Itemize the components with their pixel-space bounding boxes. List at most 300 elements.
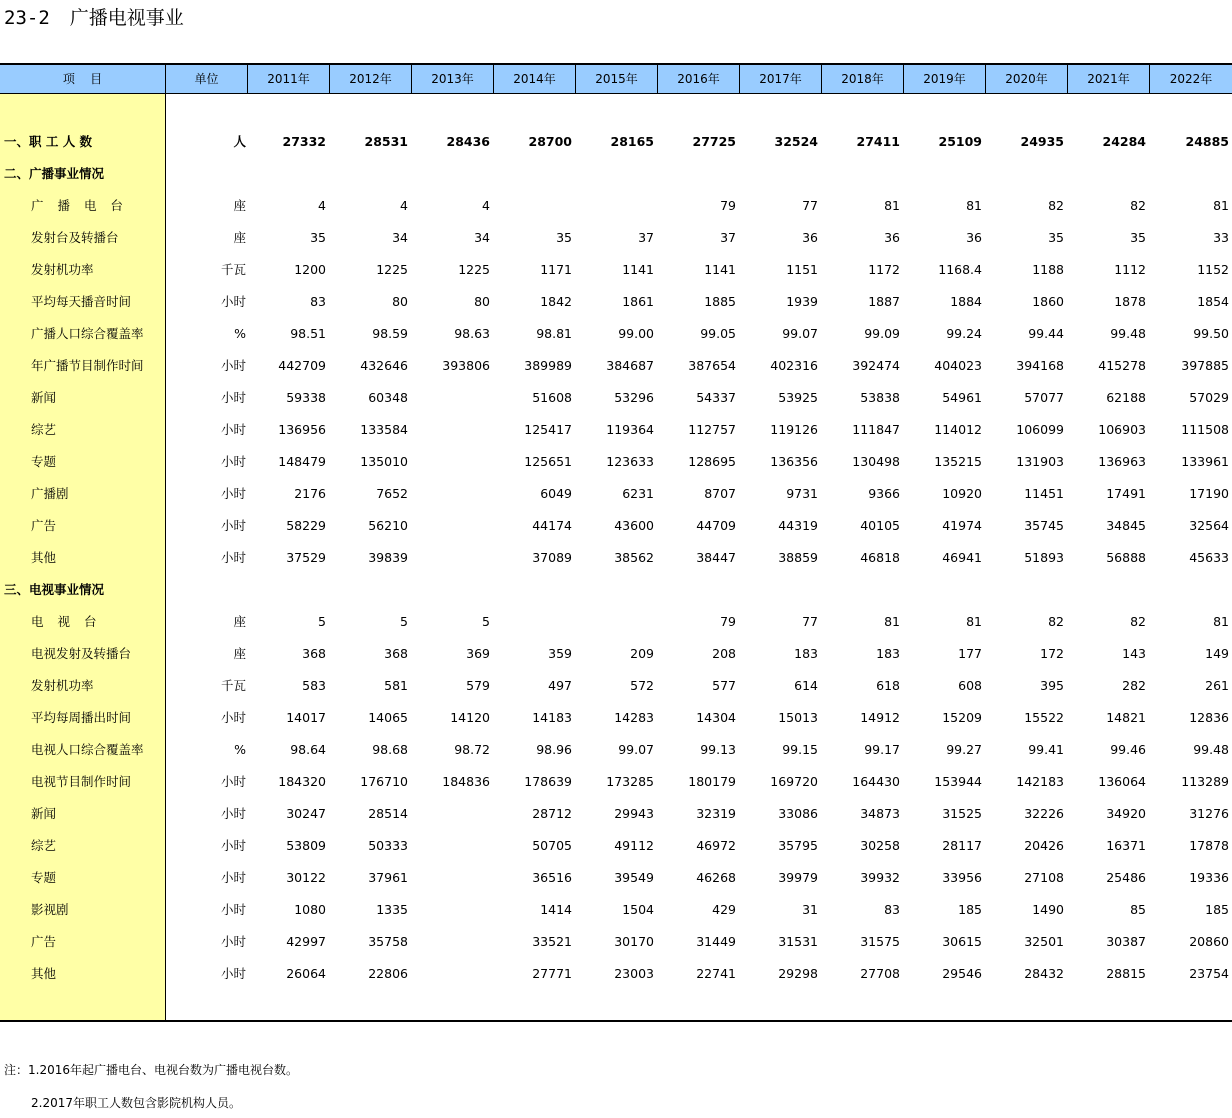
value-cell: 44319 xyxy=(778,518,818,533)
header-year-2014: 2014年 xyxy=(493,65,575,94)
value-cell: 99.13 xyxy=(700,742,736,757)
value-cell: 31 xyxy=(802,902,818,917)
value-cell: 99.50 xyxy=(1193,326,1229,341)
row-unit: 小时 xyxy=(220,934,246,949)
value-cell: 415278 xyxy=(1098,358,1146,373)
value-cell: 80 xyxy=(392,294,408,309)
value-cell: 35758 xyxy=(368,934,408,949)
value-cell: 1172 xyxy=(868,262,900,277)
row-unit: 千瓦 xyxy=(220,262,246,277)
value-cell: 1200 xyxy=(294,262,326,277)
value-cell: 119126 xyxy=(770,422,818,437)
row-label: 专题 xyxy=(31,454,57,469)
value-cell: 4 xyxy=(318,198,326,213)
value-cell: 98.96 xyxy=(536,742,572,757)
header-year-2021: 2021年 xyxy=(1067,65,1149,94)
value-cell: 81 xyxy=(1213,198,1229,213)
value-cell: 5 xyxy=(318,614,326,629)
row-unit: 小时 xyxy=(220,870,246,885)
value-cell: 404023 xyxy=(934,358,982,373)
row-unit: 小时 xyxy=(220,390,246,405)
value-cell: 10920 xyxy=(942,486,982,501)
value-cell: 29298 xyxy=(778,966,818,981)
value-cell: 261 xyxy=(1205,678,1229,693)
value-cell: 148479 xyxy=(278,454,326,469)
value-cell: 27332 xyxy=(282,134,326,149)
value-cell xyxy=(657,158,736,190)
value-cell: 125651 xyxy=(524,454,572,469)
value-cell: 180179 xyxy=(688,774,736,789)
value-cell xyxy=(411,926,490,958)
value-cell xyxy=(903,158,982,190)
value-cell: 442709 xyxy=(278,358,326,373)
value-cell: 28165 xyxy=(610,134,654,149)
row-unit xyxy=(166,158,246,190)
value-cell: 24885 xyxy=(1185,134,1229,149)
value-cell: 51893 xyxy=(1024,550,1064,565)
value-cell: 28436 xyxy=(446,134,490,149)
value-cell: 35 xyxy=(1048,230,1064,245)
value-cell: 82 xyxy=(1048,198,1064,213)
value-cell: 42997 xyxy=(286,934,326,949)
value-cell: 31575 xyxy=(860,934,900,949)
row-label: 新闻 xyxy=(31,806,57,821)
value-cell: 99.48 xyxy=(1110,326,1146,341)
row-unit: 小时 xyxy=(220,486,246,501)
value-cell: 14065 xyxy=(368,710,408,725)
value-cell xyxy=(329,158,408,190)
value-cell: 394168 xyxy=(1016,358,1064,373)
value-cell: 99.17 xyxy=(864,742,900,757)
value-cell: 26064 xyxy=(286,966,326,981)
row-label: 影视剧 xyxy=(31,902,69,917)
value-cell: 39932 xyxy=(860,870,900,885)
value-cell: 368 xyxy=(384,646,408,661)
table-row xyxy=(0,926,1232,958)
value-cell: 27108 xyxy=(1024,870,1064,885)
value-cell: 112757 xyxy=(688,422,736,437)
row-unit: 小时 xyxy=(220,966,246,981)
value-cell xyxy=(657,574,736,606)
value-cell: 184320 xyxy=(278,774,326,789)
value-cell: 54961 xyxy=(942,390,982,405)
table-number: 23-2 xyxy=(4,7,50,29)
value-cell xyxy=(411,894,490,926)
value-cell: 15209 xyxy=(942,710,982,725)
value-cell: 1887 xyxy=(868,294,900,309)
value-cell: 28700 xyxy=(528,134,572,149)
row-unit: 座 xyxy=(233,198,246,213)
value-cell: 99.05 xyxy=(700,326,736,341)
value-cell: 35 xyxy=(556,230,572,245)
value-cell: 81 xyxy=(884,198,900,213)
table-row xyxy=(0,574,1232,606)
table-row xyxy=(0,958,1232,990)
row-unit: 小时 xyxy=(220,806,246,821)
value-cell: 28117 xyxy=(942,838,982,853)
table-row xyxy=(0,862,1232,894)
value-cell: 14821 xyxy=(1106,710,1146,725)
table-bottom-rule xyxy=(0,1020,1232,1022)
value-cell: 583 xyxy=(302,678,326,693)
value-cell: 28712 xyxy=(532,806,572,821)
value-cell: 282 xyxy=(1122,678,1146,693)
value-cell: 29943 xyxy=(614,806,654,821)
table-row xyxy=(0,478,1232,510)
value-cell: 98.68 xyxy=(372,742,408,757)
value-cell: 32319 xyxy=(696,806,736,821)
row-label: 专题 xyxy=(31,870,57,885)
value-cell: 27708 xyxy=(860,966,900,981)
value-cell: 24284 xyxy=(1102,134,1146,149)
value-cell: 183 xyxy=(794,646,818,661)
value-cell: 176710 xyxy=(360,774,408,789)
value-cell: 577 xyxy=(712,678,736,693)
value-cell: 33086 xyxy=(778,806,818,821)
value-cell: 30122 xyxy=(286,870,326,885)
row-unit: 小时 xyxy=(220,902,246,917)
value-cell: 81 xyxy=(884,614,900,629)
row-unit: 小时 xyxy=(220,710,246,725)
table-row xyxy=(0,190,1232,222)
value-cell: 618 xyxy=(876,678,900,693)
value-cell: 46941 xyxy=(942,550,982,565)
value-cell: 34873 xyxy=(860,806,900,821)
row-label: 新闻 xyxy=(31,390,57,405)
value-cell: 368 xyxy=(302,646,326,661)
value-cell: 32524 xyxy=(774,134,818,149)
value-cell xyxy=(247,158,326,190)
value-cell: 81 xyxy=(1213,614,1229,629)
value-cell: 34845 xyxy=(1106,518,1146,533)
value-cell: 99.24 xyxy=(946,326,982,341)
row-label: 电视节目制作时间 xyxy=(31,774,132,789)
row-label: 广告 xyxy=(31,934,57,949)
value-cell: 22806 xyxy=(368,966,408,981)
value-cell: 185 xyxy=(958,902,982,917)
value-cell: 114012 xyxy=(934,422,982,437)
value-cell: 56888 xyxy=(1106,550,1146,565)
value-cell: 31449 xyxy=(696,934,736,949)
value-cell: 99.07 xyxy=(782,326,818,341)
value-cell: 384687 xyxy=(606,358,654,373)
value-cell xyxy=(821,574,900,606)
value-cell: 136956 xyxy=(278,422,326,437)
value-cell: 119364 xyxy=(606,422,654,437)
value-cell xyxy=(411,798,490,830)
value-cell: 83 xyxy=(310,294,326,309)
value-cell: 50333 xyxy=(368,838,408,853)
value-cell: 608 xyxy=(958,678,982,693)
value-cell: 131903 xyxy=(1016,454,1064,469)
header-year-2017: 2017年 xyxy=(739,65,821,94)
value-cell: 57077 xyxy=(1024,390,1064,405)
value-cell: 37529 xyxy=(286,550,326,565)
value-cell: 1080 xyxy=(294,902,326,917)
table-row xyxy=(0,318,1232,350)
value-cell: 45633 xyxy=(1189,550,1229,565)
value-cell: 30387 xyxy=(1106,934,1146,949)
table-row xyxy=(0,894,1232,926)
row-label: 年广播节目制作时间 xyxy=(31,358,144,373)
value-cell: 11451 xyxy=(1024,486,1064,501)
table-row xyxy=(0,446,1232,478)
value-cell: 17491 xyxy=(1106,486,1146,501)
value-cell: 125417 xyxy=(524,422,572,437)
value-cell: 46972 xyxy=(696,838,736,853)
value-cell: 99.41 xyxy=(1028,742,1064,757)
value-cell xyxy=(821,158,900,190)
value-cell: 81 xyxy=(966,614,982,629)
value-cell: 164430 xyxy=(852,774,900,789)
value-cell: 389989 xyxy=(524,358,572,373)
value-cell: 39979 xyxy=(778,870,818,885)
row-unit: 座 xyxy=(233,230,246,245)
value-cell: 37089 xyxy=(532,550,572,565)
value-cell: 33 xyxy=(1213,230,1229,245)
header-item: 项 目 xyxy=(62,72,103,86)
value-cell xyxy=(1067,574,1146,606)
value-cell: 184836 xyxy=(442,774,490,789)
value-cell xyxy=(411,862,490,894)
table-row xyxy=(0,734,1232,766)
value-cell: 53296 xyxy=(614,390,654,405)
value-cell: 38447 xyxy=(696,550,736,565)
value-cell: 1939 xyxy=(786,294,818,309)
value-cell: 79 xyxy=(720,198,736,213)
value-cell: 49112 xyxy=(614,838,654,853)
row-label: 发射机功率 xyxy=(31,678,94,693)
value-cell: 153944 xyxy=(934,774,982,789)
value-cell: 178639 xyxy=(524,774,572,789)
table-name: 广播电视事业 xyxy=(69,7,184,29)
value-cell: 113289 xyxy=(1181,774,1229,789)
value-cell: 35795 xyxy=(778,838,818,853)
value-cell: 169720 xyxy=(770,774,818,789)
value-cell: 172 xyxy=(1040,646,1064,661)
value-cell: 16371 xyxy=(1106,838,1146,853)
value-cell: 133961 xyxy=(1181,454,1229,469)
value-cell: 15522 xyxy=(1024,710,1064,725)
value-cell: 579 xyxy=(466,678,490,693)
value-cell xyxy=(575,574,654,606)
row-unit: 小时 xyxy=(220,518,246,533)
value-cell xyxy=(411,958,490,990)
value-cell: 34 xyxy=(392,230,408,245)
value-cell: 130498 xyxy=(852,454,900,469)
value-cell: 369 xyxy=(466,646,490,661)
value-cell: 99.09 xyxy=(864,326,900,341)
value-cell: 432646 xyxy=(360,358,408,373)
value-cell: 36516 xyxy=(532,870,572,885)
value-cell: 54337 xyxy=(696,390,736,405)
value-cell: 142183 xyxy=(1016,774,1064,789)
value-cell: 1141 xyxy=(704,262,736,277)
value-cell: 23754 xyxy=(1189,966,1229,981)
value-cell: 20426 xyxy=(1024,838,1064,853)
value-cell: 1884 xyxy=(950,294,982,309)
value-cell xyxy=(493,158,572,190)
value-cell: 1842 xyxy=(540,294,572,309)
value-cell xyxy=(329,574,408,606)
value-cell xyxy=(739,574,818,606)
row-unit: 小时 xyxy=(220,838,246,853)
value-cell: 106099 xyxy=(1016,422,1064,437)
value-cell: 38562 xyxy=(614,550,654,565)
value-cell: 20860 xyxy=(1189,934,1229,949)
table-row xyxy=(0,702,1232,734)
value-cell: 128695 xyxy=(688,454,736,469)
value-cell: 581 xyxy=(384,678,408,693)
value-cell xyxy=(1149,158,1229,190)
value-cell: 32226 xyxy=(1024,806,1064,821)
value-cell: 149 xyxy=(1205,646,1229,661)
row-label: 电视人口综合覆盖率 xyxy=(31,742,144,757)
value-cell: 5 xyxy=(400,614,408,629)
value-cell: 56210 xyxy=(368,518,408,533)
value-cell: 37 xyxy=(720,230,736,245)
table-row xyxy=(0,254,1232,286)
table-row xyxy=(0,798,1232,830)
value-cell: 14283 xyxy=(614,710,654,725)
value-cell: 25486 xyxy=(1106,870,1146,885)
value-cell: 208 xyxy=(712,646,736,661)
value-cell: 1490 xyxy=(1032,902,1064,917)
value-cell: 185 xyxy=(1205,902,1229,917)
value-cell: 397885 xyxy=(1181,358,1229,373)
value-cell: 22741 xyxy=(696,966,736,981)
value-cell: 497 xyxy=(548,678,572,693)
header-year-2020: 2020年 xyxy=(985,65,1067,94)
value-cell: 77 xyxy=(802,198,818,213)
value-cell: 1885 xyxy=(704,294,736,309)
value-cell: 99.07 xyxy=(618,742,654,757)
value-cell xyxy=(411,158,490,190)
value-cell: 98.64 xyxy=(290,742,326,757)
value-cell xyxy=(411,446,490,478)
value-cell: 29546 xyxy=(942,966,982,981)
value-cell: 143 xyxy=(1122,646,1146,661)
value-cell: 17878 xyxy=(1189,838,1229,853)
value-cell: 35745 xyxy=(1024,518,1064,533)
value-cell: 30170 xyxy=(614,934,654,949)
value-cell: 173285 xyxy=(606,774,654,789)
value-cell xyxy=(739,158,818,190)
value-cell: 27411 xyxy=(856,134,900,149)
row-label: 发射台及转播台 xyxy=(31,230,119,245)
header-year-2018: 2018年 xyxy=(821,65,903,94)
value-cell: 85 xyxy=(1130,902,1146,917)
value-cell: 36 xyxy=(802,230,818,245)
value-cell: 1414 xyxy=(540,902,572,917)
value-cell: 1504 xyxy=(622,902,654,917)
row-label: 平均每天播音时间 xyxy=(31,294,132,309)
value-cell: 41974 xyxy=(942,518,982,533)
value-cell: 25109 xyxy=(938,134,982,149)
row-unit: 小时 xyxy=(220,550,246,565)
value-cell xyxy=(411,830,490,862)
value-cell: 1854 xyxy=(1197,294,1229,309)
value-cell: 82 xyxy=(1130,614,1146,629)
value-cell: 80 xyxy=(474,294,490,309)
value-cell: 6231 xyxy=(622,486,654,501)
value-cell: 62188 xyxy=(1106,390,1146,405)
table-title xyxy=(4,5,184,31)
header-year-2015: 2015年 xyxy=(575,65,657,94)
value-cell: 1151 xyxy=(786,262,818,277)
table-row xyxy=(0,126,1232,158)
value-cell: 31531 xyxy=(778,934,818,949)
value-cell: 39839 xyxy=(368,550,408,565)
value-cell xyxy=(493,190,572,222)
value-cell: 123633 xyxy=(606,454,654,469)
value-cell: 99.27 xyxy=(946,742,982,757)
value-cell: 9366 xyxy=(868,486,900,501)
row-label: 电视发射及转播台 xyxy=(31,646,132,661)
value-cell: 209 xyxy=(630,646,654,661)
value-cell: 35 xyxy=(310,230,326,245)
value-cell: 28514 xyxy=(368,806,408,821)
value-cell: 572 xyxy=(630,678,654,693)
header-year-2016: 2016年 xyxy=(657,65,739,94)
value-cell: 33521 xyxy=(532,934,572,949)
value-cell: 135215 xyxy=(934,454,982,469)
value-cell: 99.00 xyxy=(618,326,654,341)
row-unit xyxy=(166,574,246,606)
value-cell: 12836 xyxy=(1189,710,1229,725)
value-cell: 24935 xyxy=(1020,134,1064,149)
value-cell: 37961 xyxy=(368,870,408,885)
table-row xyxy=(0,542,1232,574)
value-cell: 98.63 xyxy=(454,326,490,341)
row-unit: 小时 xyxy=(220,358,246,373)
row-label: 平均每周播出时间 xyxy=(31,710,132,725)
value-cell: 27771 xyxy=(532,966,572,981)
value-cell: 28815 xyxy=(1106,966,1146,981)
value-cell: 5 xyxy=(482,614,490,629)
value-cell: 36 xyxy=(966,230,982,245)
value-cell: 46818 xyxy=(860,550,900,565)
value-cell: 6049 xyxy=(540,486,572,501)
value-cell: 133584 xyxy=(360,422,408,437)
row-label: 广播剧 xyxy=(31,486,69,501)
value-cell: 15013 xyxy=(778,710,818,725)
header-year-2022: 2022年 xyxy=(1149,65,1232,94)
value-cell: 79 xyxy=(720,614,736,629)
value-cell: 39549 xyxy=(614,870,654,885)
header-year-2011: 2011年 xyxy=(247,65,329,94)
value-cell: 1188 xyxy=(1032,262,1064,277)
value-cell: 1335 xyxy=(376,902,408,917)
value-cell: 82 xyxy=(1048,614,1064,629)
value-cell: 1860 xyxy=(1032,294,1064,309)
value-cell: 59338 xyxy=(286,390,326,405)
value-cell: 98.81 xyxy=(536,326,572,341)
value-cell: 17190 xyxy=(1189,486,1229,501)
row-label: 广告 xyxy=(31,518,57,533)
value-cell: 393806 xyxy=(442,358,490,373)
value-cell: 31525 xyxy=(942,806,982,821)
value-cell: 32501 xyxy=(1024,934,1064,949)
value-cell: 99.46 xyxy=(1110,742,1146,757)
row-label: 其他 xyxy=(31,966,57,981)
value-cell: 81 xyxy=(966,198,982,213)
value-cell: 99.44 xyxy=(1028,326,1064,341)
header-year-2013: 2013年 xyxy=(411,65,493,94)
value-cell: 1225 xyxy=(376,262,408,277)
row-unit: 小时 xyxy=(220,294,246,309)
value-cell xyxy=(493,574,572,606)
